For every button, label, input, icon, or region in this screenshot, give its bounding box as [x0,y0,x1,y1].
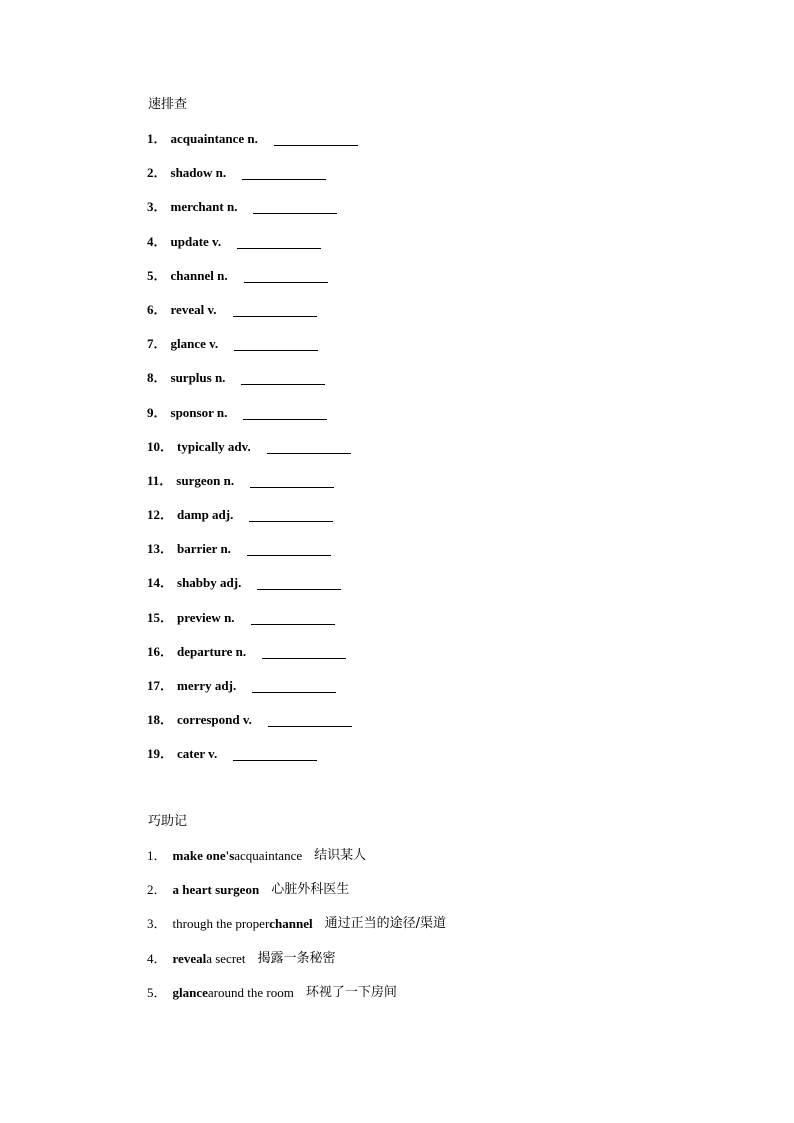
section-title-memory-aid: 巧助记 [148,814,188,829]
answer-blank [251,610,335,625]
vocab-word: channel n. [170,267,228,283]
vocab-item [147,678,547,712]
vocab-word: shabby adj. [177,575,242,591]
answer-blank [253,199,337,214]
answer-blank [249,507,333,522]
vocab-item [147,575,547,609]
vocab-item [147,131,547,165]
vocab-word: merry adj. [177,678,237,693]
phrase-item [147,951,647,985]
phrase-text: a secret [206,950,246,966]
vocab-word: glance v. [170,336,219,352]
vocab-item [147,234,547,268]
item-number: 6． [147,301,167,317]
answer-blank [268,712,352,727]
item-number: 2． [147,165,167,181]
vocab-item [147,199,547,233]
vocab-word: departure n. [177,643,247,659]
item-number: 11． [147,472,173,488]
phrase-item [147,916,647,950]
answer-blank [243,405,327,420]
item-number: 5． [147,267,167,283]
answer-blank [247,541,331,556]
phrase-bold: a heart surgeon [172,882,260,898]
item-number: 4． [147,233,167,249]
vocab-item [147,405,547,439]
phrase-item [147,848,647,882]
phrase-text: acquaintance [234,848,303,863]
answer-blank [241,370,325,385]
vocab-item [147,644,547,678]
item-number: 10． [147,438,174,454]
phrase-bold: make one's [172,848,235,863]
item-number: 1． [147,848,167,863]
answer-blank [250,473,334,488]
phrase-meaning: 通过正当的途径/渠道 [324,916,447,932]
vocab-item [147,268,547,302]
phrase-meaning: 揭露一条秘密 [257,950,336,966]
vocab-word: cater v. [177,746,218,762]
item-number: 17． [147,678,174,693]
vocab-item [147,165,547,199]
vocab-item [147,712,547,746]
answer-blank [262,644,346,659]
answer-blank [257,575,341,590]
vocab-word: damp adj. [177,507,234,523]
vocab-item [147,541,547,575]
vocab-item [147,473,547,507]
answer-blank [252,678,336,693]
item-number: 19． [147,746,174,762]
item-number: 9． [147,404,167,420]
vocab-word: surplus n. [170,370,226,386]
phrase-bold: channel [269,916,313,932]
vocab-item [147,302,547,336]
item-number: 15． [147,609,174,625]
phrase-bold: reveal [172,950,207,966]
vocab-word: sponsor n. [170,404,228,420]
item-number: 3． [147,199,167,215]
phrase-bold: glance [172,984,208,1000]
vocab-word: typically adv. [177,438,251,454]
vocab-item [147,746,547,780]
phrase-meaning: 心脏外科医生 [271,882,350,898]
section-title-quick-check: 速排查 [148,97,188,112]
item-number: 13． [147,541,174,557]
item-number: 1． [147,131,167,146]
phrase-text: through the proper [172,916,270,932]
phrase-item [147,882,647,916]
vocab-word: reveal v. [170,301,217,317]
item-number: 8． [147,370,167,386]
vocab-list [147,131,547,781]
phrase-item [147,985,647,1019]
item-number: 16． [147,643,174,659]
vocab-word: correspond v. [177,712,252,728]
vocab-word: update v. [170,233,222,249]
answer-blank [244,268,328,283]
vocab-item [147,507,547,541]
phrase-meaning: 环视了一下房间 [305,984,397,1000]
answer-blank [234,336,318,351]
phrase-meaning: 结识某人 [314,848,367,863]
vocab-word: shadow n. [170,165,227,181]
item-number: 18． [147,712,174,728]
item-number: 12． [147,507,174,523]
item-number: 3． [147,916,167,932]
vocab-item [147,336,547,370]
phrase-text: around the room [207,984,294,1000]
vocab-item [147,370,547,404]
item-number: 2． [147,882,167,898]
vocab-word: merchant n. [170,199,238,215]
item-number: 5． [147,984,167,1000]
item-number: 14． [147,575,174,591]
item-number: 4． [147,950,167,966]
answer-blank [274,131,358,146]
vocab-item [147,439,547,473]
vocab-word: acquaintance n. [170,131,258,146]
vocab-word: barrier n. [177,541,231,557]
answer-blank [267,439,351,454]
item-number: 7． [147,336,167,352]
answer-blank [233,302,317,317]
answer-blank [242,165,326,180]
vocab-item [147,610,547,644]
vocab-word: surgeon n. [176,472,235,488]
answer-blank [237,234,321,249]
answer-blank [233,746,317,761]
phrase-list [147,848,647,1019]
vocab-word: preview n. [177,609,235,625]
